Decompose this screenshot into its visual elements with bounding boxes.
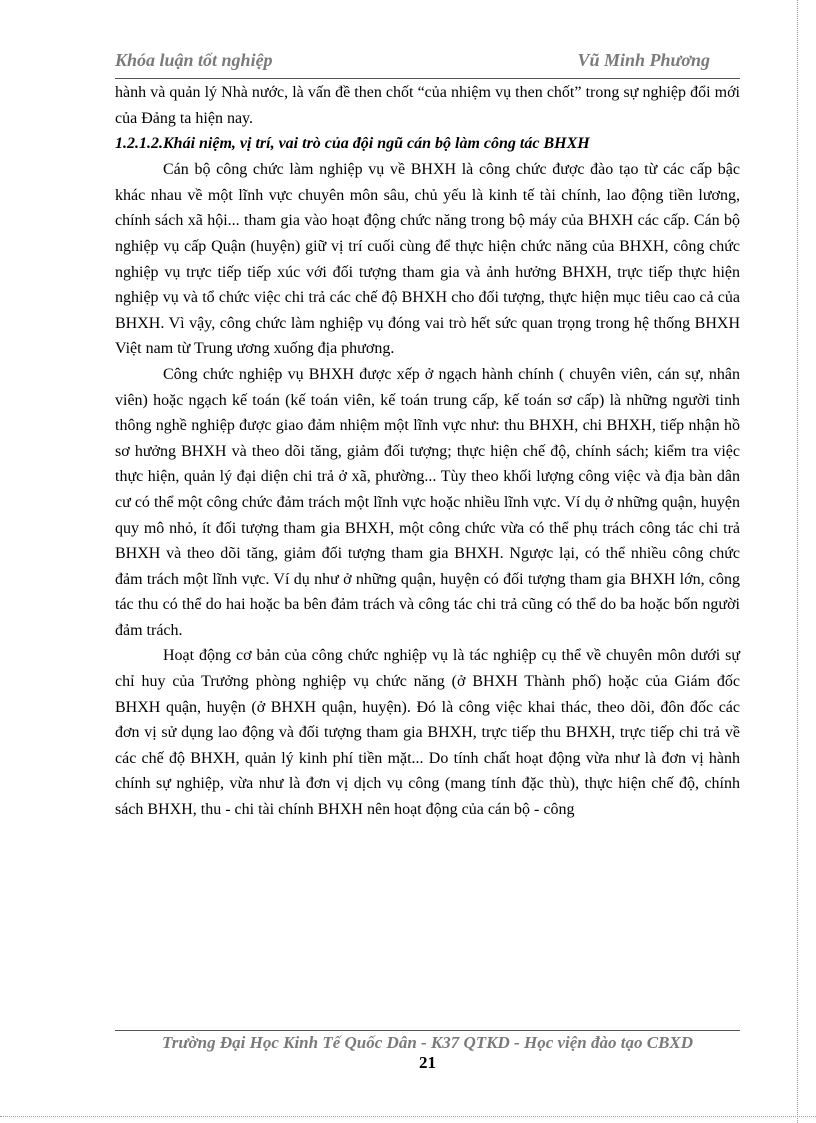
body-paragraph-3: Hoạt động cơ bản của công chức nghiệp vụ là tác nghiệp cụ thể về chuyên môn dưới sự chỉ huy của Trưởng phòng nghiệp vụ chức năng (ở BHXH Thành phố) hoặc của Giám đốc BHXH quận, huyện (ở BHXH quận, huyện). Đó là công việc khai thác, theo dõi, đôn đốc các đơn vị sử dụng lao động và đối tượng tham gia BHXH, trực tiếp thu BHXH, trực tiếp chi trả về các chế độ BHXH, quản lý kinh phí tiền mặt... Do tính chất hoạt động vừa như là đơn vị hành chính sự nghiệp, vừa như là đơn vị dịch vụ công (mang tính đặc thù), thực hiện chế độ, chính sách BHXH, thu - chi tài chính BHXH nên hoạt động của cán bộ - công xyxy=(115,647,740,819)
page-footer xyxy=(115,1030,740,1073)
header-author: Vũ Minh Phương xyxy=(577,50,710,70)
body-paragraph-2: Công chức nghiệp vụ BHXH được xếp ở ngạch hành chính ( chuyên viên, cán sự, nhân viên) hoặc ngạch kế toán (kế toán viên, kế toán trung cấp, kế toán sơ cấp) là những người tinh thông nghề nghiệp được giao đảm nhiệm một lĩnh vực như: thu BHXH, chi BHXH, tiếp nhận hồ sơ hưởng BHXH và theo dõi tăng, giảm đối tượng; thực hiện chế độ, chính sách; kiểm tra việc thực hiện, quản lý đại diện chi trả ở xã, phường... Tùy theo khối lượng công việc và địa bàn dân cư có thể một công chức đảm trách một lĩnh vực hoặc nhiều lĩnh vực. Ví dụ ở những quận, huyện quy mô nhỏ, ít đối tượng tham gia BHXH, một công chức vừa có thể phụ trách công tác chi trả BHXH và theo dõi tăng, giảm đối tượng tham gia BHXH. Ngược lại, có thể nhiều công chức đảm trách một lĩnh vực. Ví dụ như ở những quận, huyện có đối tượng tham gia BHXH lớn, công tác thu có thể do hai hoặc ba bên đảm trách và công tác chi trả cũng có thể do ba hoặc bốn người đảm trách. xyxy=(115,365,740,639)
header-title: Khóa luận tốt nghiệp xyxy=(115,50,273,70)
page-header xyxy=(115,50,740,79)
page-border-bottom xyxy=(0,1116,816,1117)
page-number: 21 xyxy=(419,1053,436,1072)
intro-paragraph: hành và quản lý Nhà nước, là vấn đề then chốt “của nhiệm vụ then chốt” trong sự nghiệp đổi mới của Đảng ta hiện nay. xyxy=(115,84,740,127)
body-paragraph-1: Cán bộ công chức làm nghiệp vụ về BHXH là công chức được đào tạo từ các cấp bậc khác nhau về một lĩnh vực chuyên môn sâu, chủ yếu là kinh tế tài chính, lao động tiền lương, chính sách xã hội... tham gia vào hoạt động chức năng trong bộ máy của BHXH các cấp. Cán bộ nghiệp vụ cấp Quận (huyện) giữ vị trí cuối cùng để thực hiện chức năng của BHXH, công chức nghiệp vụ trực tiếp tiếp xúc với đối tượng tham gia và ảnh hưởng BHXH, trực tiếp thực hiện nghiệp vụ và tổ chức việc chi trả các chế độ BHXH cho đối tượng, thực hiện mục tiêu cao cả của BHXH. Vì vậy, công chức làm nghiệp vụ đóng vai trò hết sức quan trọng trong hệ thống BHXH Việt nam từ Trung ương xuống địa phương. xyxy=(115,161,740,358)
page-border-right xyxy=(797,0,798,1123)
document-body xyxy=(115,80,740,823)
section-heading: 1.2.1.2.Khái niệm, vị trí, vai trò của đội ngũ cán bộ làm công tác BHXH xyxy=(115,135,590,153)
footer-institution: Trường Đại Học Kinh Tế Quốc Dân - K37 QTKD - Học viện đào tạo CBXD xyxy=(161,1033,694,1052)
